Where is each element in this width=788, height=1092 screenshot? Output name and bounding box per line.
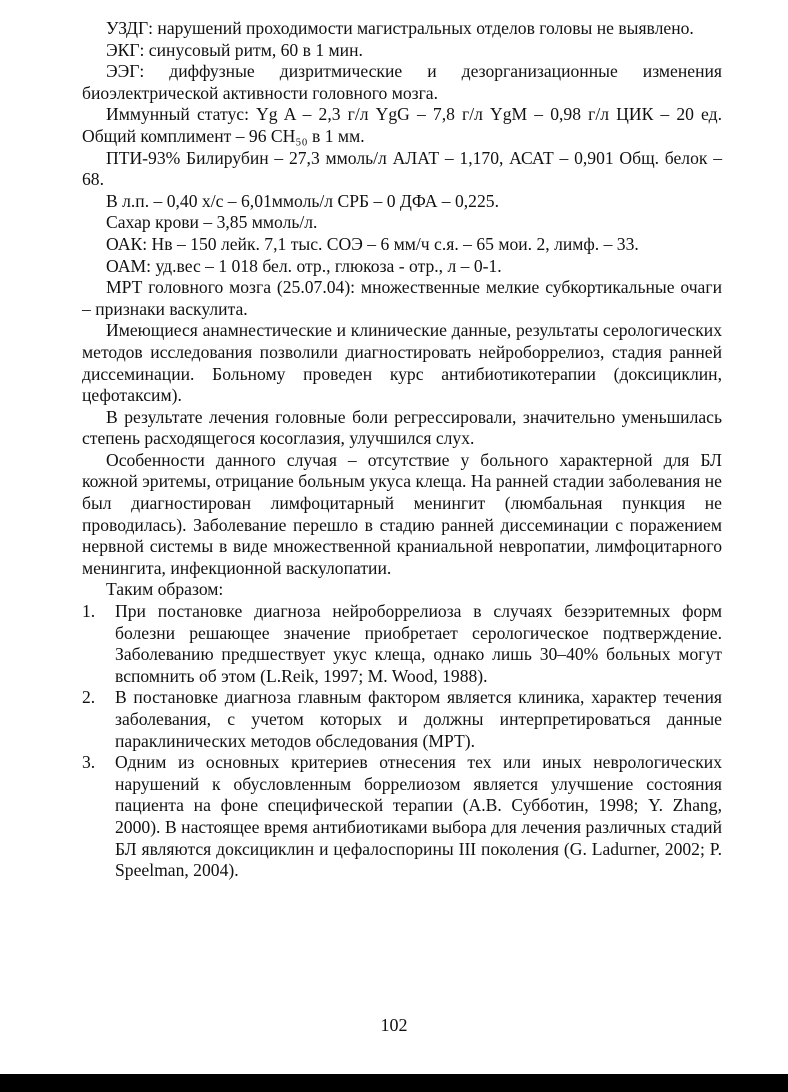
conclusion-text: Одним из основных критериев отнесения тех или иных неврологических нарушений к обусловленным боррелиозом является улучшение состояния пациента на фоне специфической терапии (А.В. Субботин, 1998; Y. Zhang, 2000). В настоящее время антибиотиками выбора для лечения различных стадий БЛ являются доксициклин и цефалоспорины III поколения (G. Ladurner, 2002; P. Speelman, 2004). xyxy=(115,752,722,881)
page-text xyxy=(82,18,722,882)
paragraph-blood-sugar: Сахар крови – 3,85 ммоль/л. xyxy=(106,212,318,233)
page-number: 102 xyxy=(380,1015,408,1035)
scan-edge-shadow xyxy=(0,1074,788,1092)
conclusion-text: В постановке диагноза главным фактором является клиника, характер течения заболевания, с учетом которых и должны интерпретироваться данные параклинических методов обследования (МРТ). xyxy=(115,687,722,751)
paragraph-oak: ОАК: Нв – 150 лейк. 7,1 тыс. СОЭ – 6 мм/ч с.я. – 65 мои. 2, лимф. – 33. xyxy=(106,233,639,254)
conclusion-item xyxy=(82,601,722,687)
conclusion-number: 1. xyxy=(82,601,96,622)
conclusion-item xyxy=(82,687,722,752)
conclusion-number: 2. xyxy=(82,687,96,708)
paragraph-case-features: Особенности данного случая – отсутствие у больного характерной для БЛ кожной эритемы, отрицание больным укуса клеща. На ранней стадии заболевания не был диагностирован лимфоцитарный менингит (люмбальная пункция не проводилась). Заболевание перешло в стадию ранней диссеминации с поражением нервной системы в виде множественной краниальной невропатии, лимфоцитарного менингита, инфекционной васкулопатии. xyxy=(82,449,722,578)
paragraph-conclusions-intro: Таким образом: xyxy=(106,579,224,600)
paragraph-ekg: ЭКГ: синусовый ритм, 60 в 1 мин. xyxy=(106,39,363,60)
paragraph-uzdg: УЗДГ: нарушений проходимости магистральных отделов головы не выявлено. xyxy=(106,18,694,38)
conclusion-item xyxy=(82,752,722,882)
paragraph-biochemistry: ПТИ-93% Билирубин – 27,3 ммоль/л АЛАТ – 1,170, АСАТ – 0,901 Общ. белок – 68. xyxy=(82,147,722,190)
paragraph-oam: ОАМ: уд.вес – 1 018 бел. отр., глюкоза - отр., л – 0-1. xyxy=(106,255,502,276)
conclusion-number: 3. xyxy=(82,752,96,773)
paragraph-mri: МРТ головного мозга (25.07.04): множественные мелкие субкортикальные очаги – признаки васкулита. xyxy=(82,277,722,319)
paragraph-diagnosis: Имеющиеся анамнестические и клинические данные, результаты серологических методов исследования позволили диагностировать нейроборрелиоз, стадия ранней диссеминации. Больному проведен курс антибиотикотерапии (доксициклин, цефотаксим). xyxy=(82,320,722,406)
paragraph-eeg: ЭЭГ: диффузные дизритмические и дезорганизационные изменения биоэлектрической активности головного мозга. xyxy=(82,61,722,103)
paragraph-lipids: В л.п. – 0,40 х/с – 6,01ммоль/л СРБ – 0 ДФА – 0,225. xyxy=(106,190,499,211)
paragraph-immune-status: Иммунный статус: Yg A – 2,3 г/л YgG – 7,8 г/л YgM – 0,98 г/л ЦИК – 20 ед. Общий комплимент – 96 CH₅₀ в 1 мм. xyxy=(82,104,722,146)
conclusion-text: При постановке диагноза нейроборрелиоза в случаях безэритемных форм болезни решающее значение приобретает серологическое подтверждение. Заболеванию предшествует укус клеща, однако лишь 30–40% больных могут вспомнить об этом (L.Reik, 1997; M. Wood, 1988). xyxy=(115,601,722,686)
paragraph-treatment-result: В результате лечения головные боли регрессировали, значительно уменьшилась степень расходящегося косоглазия, улучшился слух. xyxy=(82,406,722,449)
